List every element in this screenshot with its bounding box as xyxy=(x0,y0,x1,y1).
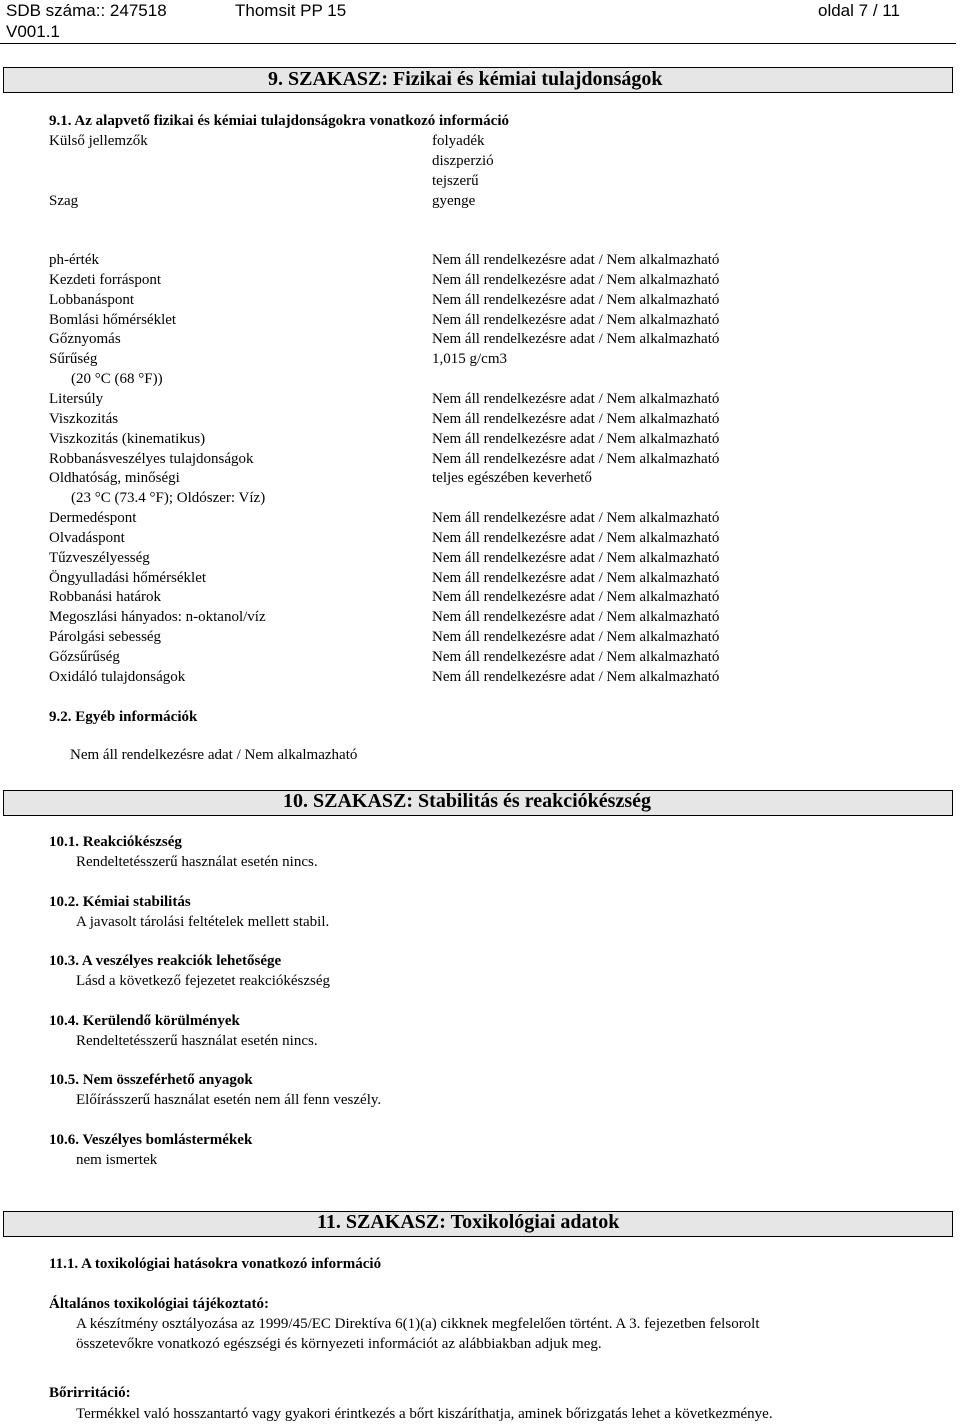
property-label: Gőznyomás xyxy=(49,331,121,347)
property-value: Nem áll rendelkezésre adat / Nem alkalmazható xyxy=(432,451,720,467)
odor-label: Szag xyxy=(49,193,79,209)
property-value: Nem áll rendelkezésre adat / Nem alkalmazható xyxy=(432,649,720,665)
section-9-title: 9. SZAKASZ: Fizikai és kémiai tulajdonságok xyxy=(268,68,663,90)
property-label: Viszkozitás xyxy=(49,411,119,427)
property-label: Oldhatóság, minőségi xyxy=(49,470,180,486)
product-name: Thomsit PP 15 xyxy=(235,1,347,20)
property-value: Nem áll rendelkezésre adat / Nem alkalmazható xyxy=(432,391,720,407)
subsection-9-2-text: Nem áll rendelkezésre adat / Nem alkalmazható xyxy=(70,747,358,763)
property-value: Nem áll rendelkezésre adat / Nem alkalmazható xyxy=(432,411,720,427)
subsection-text: Rendeltetésszerű használat esetén nincs. xyxy=(76,854,318,870)
property-label: Gőzsűrűség xyxy=(49,649,120,665)
subsection-title: 10.1. Reakciókészség xyxy=(49,834,182,850)
property-value: Nem áll rendelkezésre adat / Nem alkalmazható xyxy=(432,312,720,328)
subsection-title: 10.6. Veszélyes bomlástermékek xyxy=(49,1132,253,1148)
property-label: Oxidáló tulajdonságok xyxy=(49,669,186,685)
property-value: Nem áll rendelkezésre adat / Nem alkalmazható xyxy=(432,629,720,645)
section-11-title: 11. SZAKASZ: Toxikológiai adatok xyxy=(317,1211,620,1233)
property-label: Robbanásveszélyes tulajdonságok xyxy=(49,451,254,467)
version: V001.1 xyxy=(6,22,60,41)
subsection-title: 10.4. Kerülendő körülmények xyxy=(49,1013,240,1029)
subsection-text: Rendeltetésszerű használat esetén nincs. xyxy=(76,1033,318,1049)
subsection-text: nem ismertek xyxy=(76,1152,158,1168)
general-tox-line-2: összetevőkre vonatkozó egészségi és környezeti információt az alábbiakban adjuk meg. xyxy=(76,1336,602,1352)
property-value: Nem áll rendelkezésre adat / Nem alkalmazható xyxy=(432,570,720,586)
property-value: teljes egészében keverhető xyxy=(432,470,592,486)
property-value: Nem áll rendelkezésre adat / Nem alkalmazható xyxy=(432,252,720,268)
subsection-9-2-title: 9.2. Egyéb információk xyxy=(49,709,198,725)
property-value: Nem áll rendelkezésre adat / Nem alkalmazható xyxy=(432,550,720,566)
property-value: Nem áll rendelkezésre adat / Nem alkalmazható xyxy=(432,669,720,685)
property-label: ph-érték xyxy=(49,252,99,268)
appearance-value: diszperzió xyxy=(432,153,494,169)
subsection-title: 10.2. Kémiai stabilitás xyxy=(49,894,191,910)
property-label: Olvadáspont xyxy=(49,530,125,546)
property-label: Sűrűség xyxy=(49,351,98,367)
property-label: Öngyulladási hőmérséklet xyxy=(49,570,207,586)
subsection-title: 10.3. A veszélyes reakciók lehetősége xyxy=(49,953,282,969)
page-number: oldal 7 / 11 xyxy=(818,1,900,20)
appearance-label: Külső jellemzők xyxy=(49,133,148,149)
subsection-title: 10.5. Nem összeférhető anyagok xyxy=(49,1072,253,1088)
section-10-title: 10. SZAKASZ: Stabilitás és reakciókészség xyxy=(283,790,651,812)
property-label: Kezdeti forráspont xyxy=(49,272,162,288)
appearance-value: folyadék xyxy=(432,133,485,149)
appearance-value: tejszerű xyxy=(432,173,479,189)
subsection-11-1-title: 11.1. A toxikológiai hatásokra vonatkozó információ xyxy=(49,1256,382,1272)
property-label: Robbanási határok xyxy=(49,589,162,605)
property-value: Nem áll rendelkezésre adat / Nem alkalmazható xyxy=(432,530,720,546)
skin-irritation-text: Termékkel való hosszantartó vagy gyakori érintkezés a bőrt kiszáríthatja, aminek bőrizgatás lehet a következménye. xyxy=(76,1406,773,1422)
sdb-number: SDB száma:: 247518 xyxy=(6,1,167,20)
property-label: Megoszlási hányados: n-oktanol/víz xyxy=(49,609,266,625)
property-label: Tűzveszélyesség xyxy=(49,550,150,566)
general-tox-line-1: A készítmény osztályozása az 1999/45/EC Direktíva 6(1)(a) cikknek megfelelően történt. A 3. fejezetben felsorolt xyxy=(76,1316,760,1332)
property-label: Párolgási sebesség xyxy=(49,629,162,645)
property-value: Nem áll rendelkezésre adat / Nem alkalmazható xyxy=(432,510,720,526)
property-value: Nem áll rendelkezésre adat / Nem alkalmazható xyxy=(432,589,720,605)
odor-value: gyenge xyxy=(432,193,476,209)
property-value: Nem áll rendelkezésre adat / Nem alkalmazható xyxy=(432,331,720,347)
property-label: Litersúly xyxy=(49,391,104,407)
property-label: Bomlási hőmérséklet xyxy=(49,312,177,328)
property-label: (23 °C (73.4 °F); Oldószer: Víz) xyxy=(71,490,266,506)
subsection-9-1-title: 9.1. Az alapvető fizikai és kémiai tulajdonságokra vonatkozó információ xyxy=(49,113,509,129)
property-label: Viszkozitás (kinematikus) xyxy=(49,431,206,447)
property-value: 1,015 g/cm3 xyxy=(432,351,507,367)
header-divider xyxy=(0,43,956,44)
property-value: Nem áll rendelkezésre adat / Nem alkalmazható xyxy=(432,272,720,288)
subsection-text: A javasolt tárolási feltételek mellett stabil. xyxy=(76,914,330,930)
subsection-text: Előírásszerű használat esetén nem áll fenn veszély. xyxy=(76,1092,382,1108)
skin-irritation-title: Bőrirritáció: xyxy=(49,1385,131,1401)
property-label: (20 °C (68 °F)) xyxy=(71,371,163,387)
property-value: Nem áll rendelkezésre adat / Nem alkalmazható xyxy=(432,431,720,447)
property-value: Nem áll rendelkezésre adat / Nem alkalmazható xyxy=(432,609,720,625)
general-tox-title: Általános toxikológiai tájékoztató: xyxy=(49,1296,269,1312)
property-label: Dermedéspont xyxy=(49,510,137,526)
property-label: Lobbanáspont xyxy=(49,292,134,308)
subsection-text: Lásd a következő fejezetet reakciókészség xyxy=(76,973,331,989)
property-value: Nem áll rendelkezésre adat / Nem alkalmazható xyxy=(432,292,720,308)
